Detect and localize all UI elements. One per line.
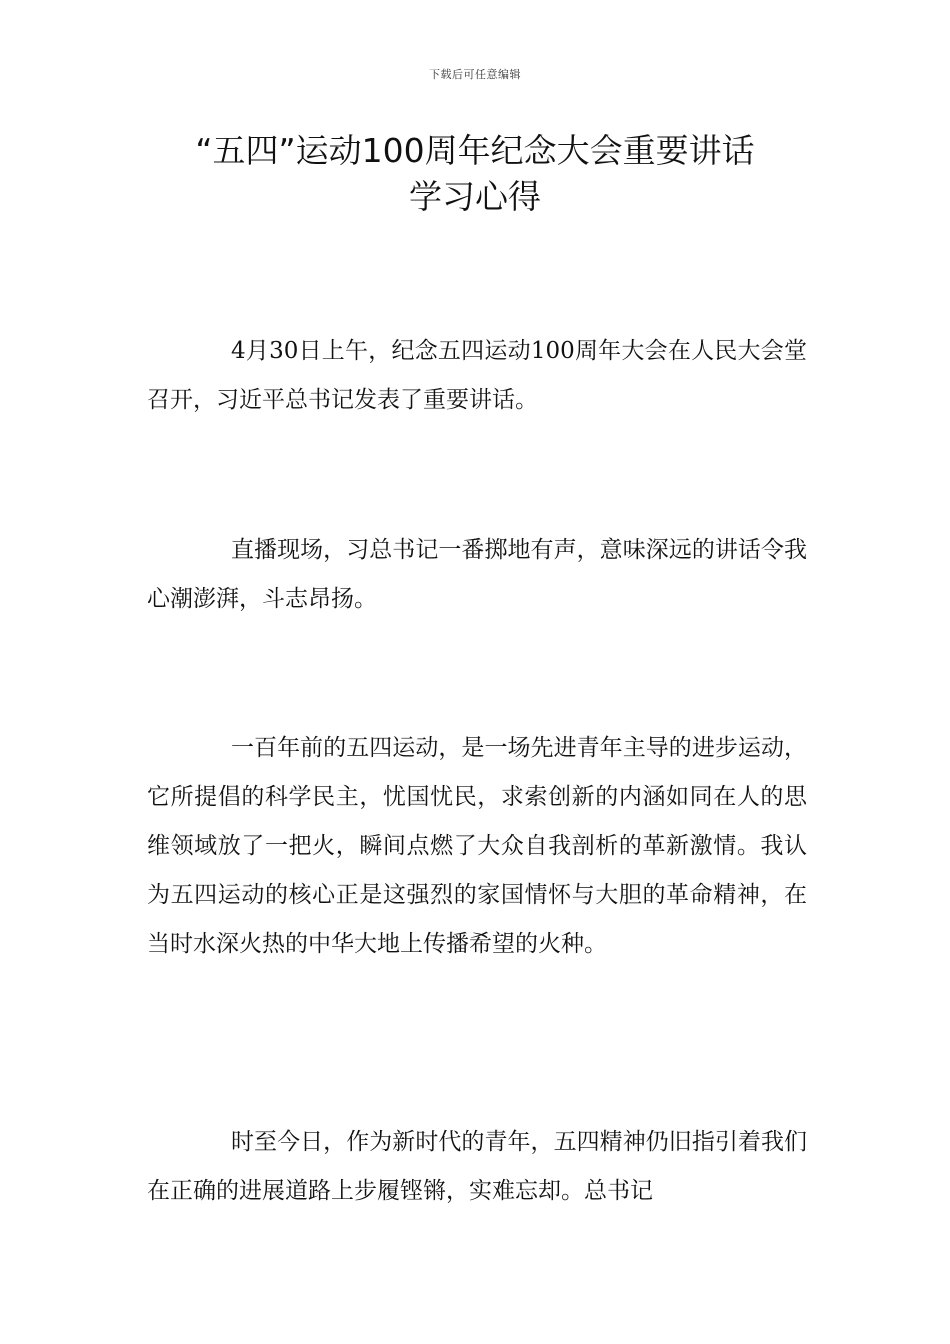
title-line-1: “五四”运动100周年纪念大会重要讲话 <box>195 131 755 170</box>
document-title <box>120 128 830 220</box>
title-line-2: 学习心得 <box>409 177 541 216</box>
paragraph-3: 一百年前的五四运动，是一场先进青年主导的进步运动，它所提倡的科学民主，忧国忧民，求索创新的内涵如同在人的思维领域放了一把火，瞬间点燃了大众自我剖析的革新激情。我认为五四运动的核心正是这强烈的家国情怀与大胆的革命精神，在当时水深火热的中华大地上传播希望的火种。 <box>147 735 807 957</box>
paragraph-4: 时至今日，作为新时代的青年，五四精神仍旧指引着我们在正确的进展道路上步履铿锵，实难忘却。总书记 <box>147 1129 807 1204</box>
header-note: 下载后可任意编辑 <box>429 68 521 81</box>
paragraph-2: 直播现场，习总书记一番掷地有声，意味深远的讲话令我心潮澎湃，斗志昂扬。 <box>147 537 807 612</box>
paragraph-1: 4月30日上午，纪念五四运动100周年大会在人民大会堂召开，习近平总书记发表了重要讲话。 <box>147 338 807 413</box>
